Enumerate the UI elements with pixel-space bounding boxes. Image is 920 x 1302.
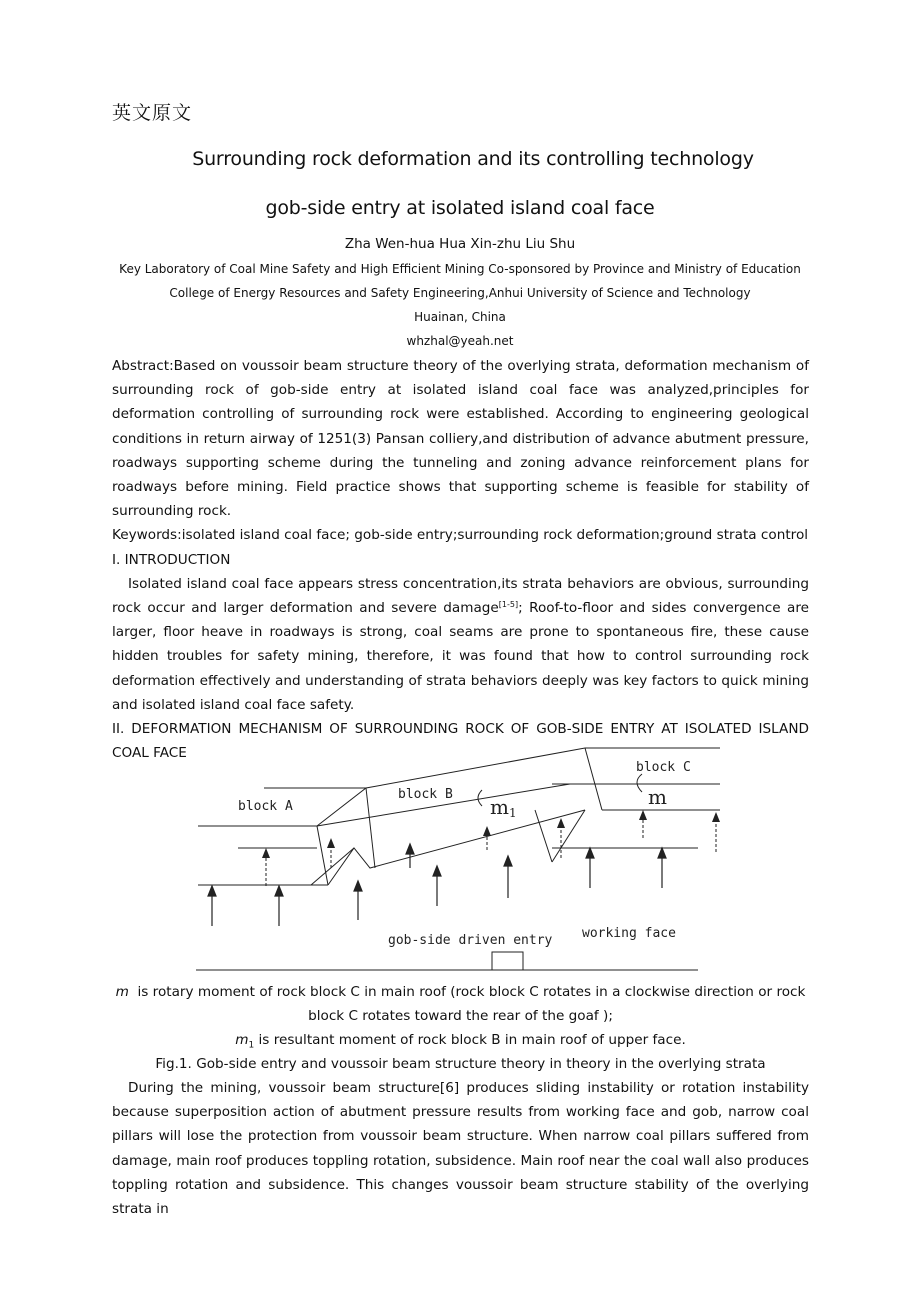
authors: Zha Wen-hua Hua Xin-zhu Liu Shu: [344, 236, 576, 252]
dashed-arrows: [266, 816, 716, 886]
chinese-heading: 英文原文: [112, 102, 193, 124]
moment-c-icon: [637, 774, 642, 792]
block-c-left-wall: [585, 748, 602, 810]
figure-caption: Fig.1. Gob-side entry and voussoir beam structure theory in theory in the overlying strata: [155, 1056, 766, 1072]
label-block-a: block A: [238, 799, 293, 814]
block-a-b-joint: [317, 826, 328, 885]
caption-m1-symbol: m: [235, 1032, 249, 1048]
intro-text-2: ; Roof-to-floor and sides convergence are larger, floor heave in roadways is strong, coal seams are prone to spontaneous fire, these cause hidden troubles for safety mining, therefore, it was found that how to control surrounding rock deformation effectively and understanding of strata behaviors deeply was key factors to quick mining and isolated island coal face safety.: [112, 600, 809, 713]
caption-m-text: is rotary moment of rock block C in main roof (rock block C rotates in a clockwise direction or rock block C rotates toward the rear of the goaf );: [137, 984, 806, 1025]
section-1-heading: I. INTRODUCTION: [112, 551, 231, 568]
label-m1: m1: [490, 795, 517, 820]
moment-b-icon: [478, 790, 482, 806]
block-b-right-wall: [535, 810, 552, 862]
label-gob-side-entry: gob-side driven entry: [388, 933, 553, 948]
continuation-paragraph: During the mining, voussoir beam structure[6] produces sliding instability or rotation instability because superposition action of abutment pressure results from working face and gob, narrow coal pillars will lose the protection from voussoir beam structure. When narrow coal pillars suffered from damage, main roof produces toppling rotation, subsidence. Main roof near the coal wall also produces toppling rotation and subsidence. This changes voussoir beam structure stability of the overlying strata in: [112, 1080, 809, 1218]
keywords: Keywords:isolated island coal face; gob-side entry;surrounding rock deformation;ground strata control: [112, 527, 809, 544]
affiliation-2: College of Energy Resources and Safety Engineering,Anhui University of Science and Technology: [169, 286, 751, 300]
paper-title-line-2: gob-side entry at isolated island coal face: [265, 197, 655, 219]
front-matter-body: [112, 354, 809, 765]
intro-paragraph: [112, 572, 809, 717]
paper-title-line-1: Surrounding rock deformation and its controlling technology: [192, 148, 754, 170]
label-working-face: working face: [582, 926, 676, 941]
entry-box: [492, 952, 523, 970]
affiliation-1: Key Laboratory of Coal Mine Safety and High Efficient Mining Co-sponsored by Province and Ministry of Education: [119, 262, 801, 276]
block-b-top-edge: [317, 748, 602, 826]
city: Huainan, China: [414, 310, 506, 324]
continuation-body: [112, 1076, 809, 1221]
section-2-heading: II. DEFORMATION MECHANISM OF SURROUNDING ROCK OF GOB-SIDE ENTRY AT ISOLATED ISLAND COAL FACE: [112, 721, 809, 762]
intro-text-1: Isolated island coal face appears stress concentration,its strata behaviors are obvious, surrounding rock occur and larger deformation and severe damage: [112, 575, 809, 617]
abstract: Abstract:Based on voussoir beam structure theory of the overlying strata, deformation mechanism of surrounding rock of gob-side entry at isolated island coal face was analyzed,principles for deformation controlling of surrounding rock were established. According to engineering geological conditions in return airway of 1251(3) Pansan colliery,and distribution of advance abutment pressure, roadways supporting scheme during the tunneling and zoning advance reinforcement plans for roadways before mining. Field practice shows that supporting scheme is feasible for stability of surrounding rock.: [112, 358, 809, 520]
caption-m-note: [112, 980, 809, 1028]
caption-m1-sub: 1: [248, 1040, 255, 1051]
block-b-left-wall: [366, 788, 375, 868]
block-b-lower-edge: [328, 810, 585, 885]
label-m: m: [648, 785, 667, 809]
email: whzhal@yeah.net: [406, 334, 514, 348]
label-block-c: block C: [636, 760, 691, 775]
label-block-b: block B: [398, 787, 453, 802]
intro-citation: [1-5]: [498, 600, 519, 610]
voussoir-beam-figure: [190, 738, 730, 974]
caption-m-symbol: m: [115, 984, 129, 1000]
caption-m1-text: is resultant moment of rock block B in main roof of upper face.: [254, 1032, 686, 1048]
